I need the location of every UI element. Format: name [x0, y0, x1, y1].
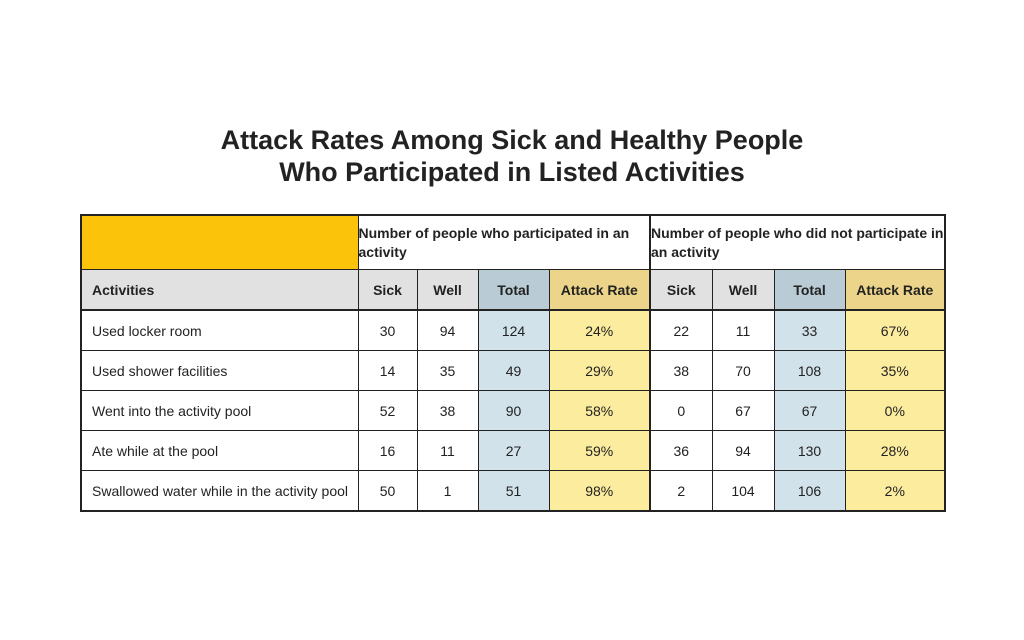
attack-rate-not: 2%: [845, 471, 945, 512]
well-count-not: 70: [712, 351, 774, 391]
col-header-well-not: Well: [712, 270, 774, 311]
total-count-not: 33: [774, 310, 845, 351]
well-count-not: 67: [712, 391, 774, 431]
well-count-not: 11: [712, 310, 774, 351]
col-header-total-not: Total: [774, 270, 845, 311]
sick-count: 30: [358, 310, 417, 351]
sick-count: 14: [358, 351, 417, 391]
participated-group-header: Number of people who participated in an activity: [358, 215, 650, 270]
col-header-total: Total: [478, 270, 549, 311]
column-header-row: [81, 270, 945, 311]
col-header-attack-rate: Attack Rate: [549, 270, 650, 311]
col-header-sick: Sick: [358, 270, 417, 311]
table-row: [81, 351, 945, 391]
total-count-not: 108: [774, 351, 845, 391]
attack-rate-not: 0%: [845, 391, 945, 431]
activity-name: Ate while at the pool: [81, 431, 358, 471]
sick-count-not: 38: [650, 351, 712, 391]
attack-rate-not: 28%: [845, 431, 945, 471]
sick-count: 52: [358, 391, 417, 431]
col-header-sick-not: Sick: [650, 270, 712, 311]
activity-name: Used locker room: [81, 310, 358, 351]
accent-corner-cell: [81, 215, 358, 270]
table-row: [81, 471, 945, 512]
total-count-not: 67: [774, 391, 845, 431]
col-header-attack-rate-not: Attack Rate: [845, 270, 945, 311]
attack-rate-table: [80, 214, 946, 512]
well-count: 94: [417, 310, 478, 351]
sick-count-not: 36: [650, 431, 712, 471]
activity-name: Used shower facilities: [81, 351, 358, 391]
table-row: [81, 431, 945, 471]
total-count-not: 106: [774, 471, 845, 512]
well-count-not: 104: [712, 471, 774, 512]
attack-rate-not: 35%: [845, 351, 945, 391]
total-count: 51: [478, 471, 549, 512]
well-count: 38: [417, 391, 478, 431]
sick-count: 50: [358, 471, 417, 512]
attack-rate: 59%: [549, 431, 650, 471]
well-count: 35: [417, 351, 478, 391]
activity-name: Swallowed water while in the activity pool: [81, 471, 358, 512]
sick-count-not: 2: [650, 471, 712, 512]
table-title: [0, 124, 1024, 188]
table-body: [81, 310, 945, 511]
attack-rate: 98%: [549, 471, 650, 512]
table-row: [81, 310, 945, 351]
sick-count: 16: [358, 431, 417, 471]
attack-rate: 29%: [549, 351, 650, 391]
activity-name: Went into the activity pool: [81, 391, 358, 431]
col-header-activities: Activities: [81, 270, 358, 311]
sick-count-not: 0: [650, 391, 712, 431]
well-count-not: 94: [712, 431, 774, 471]
not-participated-group-header: Number of people who did not participate in an activity: [650, 215, 945, 270]
col-header-well: Well: [417, 270, 478, 311]
title-line-2: Who Participated in Listed Activities: [279, 157, 745, 187]
title-line-1: Attack Rates Among Sick and Healthy People: [220, 125, 804, 155]
total-count: 49: [478, 351, 549, 391]
attack-rate-not: 67%: [845, 310, 945, 351]
total-count: 124: [478, 310, 549, 351]
well-count: 1: [417, 471, 478, 512]
total-count: 90: [478, 391, 549, 431]
well-count: 11: [417, 431, 478, 471]
attack-rate: 24%: [549, 310, 650, 351]
attack-rate: 58%: [549, 391, 650, 431]
table-row: [81, 391, 945, 431]
total-count-not: 130: [774, 431, 845, 471]
sick-count-not: 22: [650, 310, 712, 351]
group-header-row: [81, 215, 945, 270]
total-count: 27: [478, 431, 549, 471]
